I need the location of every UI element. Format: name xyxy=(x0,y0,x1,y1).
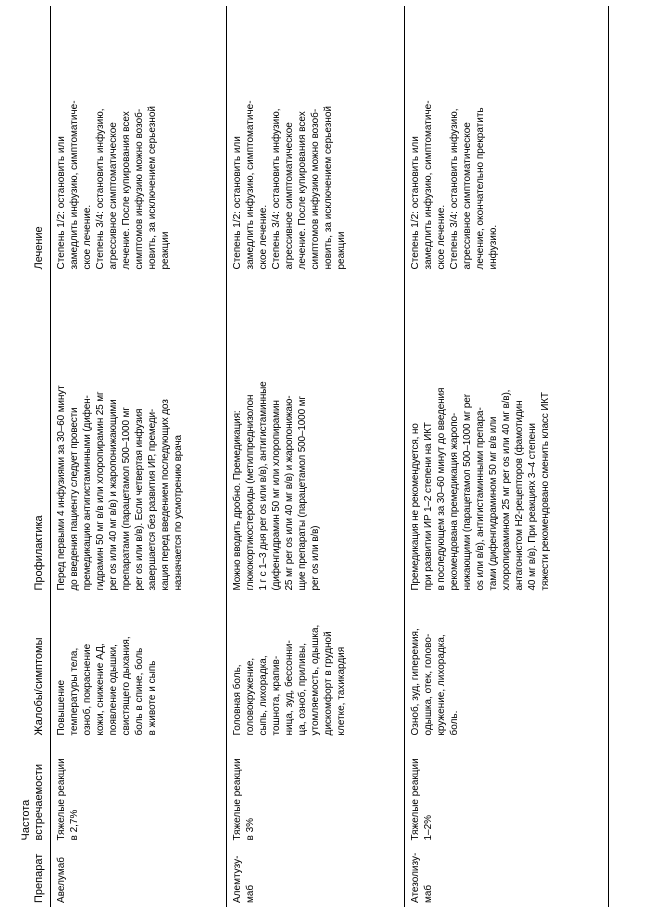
text-line: Степень 1/2: остановить или xyxy=(410,136,421,270)
text-line: ница, зуд, бессонни- xyxy=(284,640,295,736)
text-line: кружение, лихорадка, xyxy=(436,634,447,736)
text-line: замедлить инфузию, симптоматиче- xyxy=(423,100,434,270)
text-line: Премедикация не рекомендуется, но xyxy=(410,423,421,591)
text-line: 1–2% xyxy=(423,814,434,841)
header-row xyxy=(4,6,51,907)
text-line: ца, озноб, приливы, xyxy=(297,642,308,736)
text-line: кожи, снижение АД, xyxy=(95,643,106,736)
text-line: замедлить инфузию, симптоматиче- xyxy=(69,100,80,270)
cell-frequency xyxy=(51,740,227,845)
text-line: Степень 1/2: остановить или xyxy=(56,136,67,270)
cell-frequency xyxy=(405,740,609,845)
text-line: клетке, тахикардия xyxy=(336,646,347,736)
text-line: Степень 3/4: остановить инфузию, xyxy=(271,108,282,270)
text-line: одышка, отек, голово- xyxy=(423,633,434,736)
text-line: ское лечение. xyxy=(258,204,269,270)
text-line: ское лечение. xyxy=(436,204,447,270)
text-line: Частота xyxy=(20,799,32,841)
text-line: свистящего дыхания, xyxy=(121,636,132,736)
text-line: Тяжелые реакции xyxy=(56,758,67,841)
text-line: антагонистом Н2-рецепторов (фамотидин xyxy=(514,400,525,591)
text-line: (дифенгидрамин 50 мг или хлоропирамин xyxy=(271,400,282,591)
text-line: Тяжелые реакции xyxy=(410,758,421,841)
text-line: в 2,7% xyxy=(69,809,80,841)
text-line: Степень 1/2: остановить или xyxy=(232,136,243,270)
cell-prevention xyxy=(227,274,405,595)
text-line: при развитии ИР 1–2 степени на ИКТ xyxy=(423,422,434,591)
text-line: кация перед введением последующих доз xyxy=(160,399,171,591)
text-line: Алемтузу- xyxy=(232,855,243,903)
header-prevention xyxy=(4,274,51,595)
text-line: лечение. После купирования всех xyxy=(297,111,308,270)
text-line: 40 мг в/в). При реакциях 3–4 степени xyxy=(527,423,538,591)
text-line: до введения пациенту следует провести xyxy=(69,407,80,591)
table-row xyxy=(405,6,609,907)
text-line: встречаемости xyxy=(33,764,45,841)
text-line: Головная боль, xyxy=(232,664,243,736)
text-line: инфузию. xyxy=(488,224,499,270)
cell-drug xyxy=(227,845,405,907)
text-line: per os или в/в). Если четвертая инфузия xyxy=(134,408,145,591)
text-line: завершается без развития ИР, премеди- xyxy=(147,408,158,591)
text-line: Лечение xyxy=(33,226,45,270)
text-line: реакции xyxy=(160,231,171,270)
text-line: лечение. После купирования всех xyxy=(121,111,132,270)
text-line: симптомов инфузию можно возоб- xyxy=(310,108,321,270)
text-line: Перед первыми 4 инфузиями за 30–60 минут xyxy=(56,385,67,591)
text-line: премедикацию антигистаминными (дифен- xyxy=(82,395,93,591)
cell-drug xyxy=(405,845,609,907)
infusion-reactions-table xyxy=(4,6,609,907)
cell-symptoms xyxy=(227,595,405,740)
cell-treatment xyxy=(227,6,405,274)
text-line: в последующем за 30–60 минут до введения xyxy=(436,387,447,591)
text-line: Авелумаб xyxy=(56,857,67,903)
text-line: назначается по усмотрению врача xyxy=(173,435,184,591)
text-line: Профилактика xyxy=(33,515,45,591)
text-line: хлоропирамином 25 мг per os или 40 мг в/в), xyxy=(501,389,512,591)
text-line: маб xyxy=(423,884,434,903)
text-line: Препарат xyxy=(33,853,45,903)
text-line: боль в спине, боль xyxy=(134,647,145,736)
text-line: Тяжелые реакции xyxy=(232,758,243,841)
text-line: тошнота, крапив- xyxy=(271,655,282,736)
cell-symptoms xyxy=(51,595,227,740)
text-line: Жалобы/симптомы xyxy=(33,637,45,736)
header-treatment xyxy=(4,6,51,274)
text-line: новить, за исключением серьезной xyxy=(147,106,158,270)
text-line: Степень 3/4: остановить инфузию, xyxy=(449,108,460,270)
cell-prevention xyxy=(405,274,609,595)
cell-treatment xyxy=(405,6,609,274)
text-line: сыпь, лихорадка, xyxy=(258,655,269,736)
table-row xyxy=(51,6,227,907)
text-line: per os или в/в) xyxy=(310,525,321,591)
cell-symptoms xyxy=(405,595,609,740)
text-line: Озноб, зуд, гиперемия, xyxy=(410,628,421,736)
text-line: Атезолизу- xyxy=(410,852,421,903)
text-line: Можно вводить дробно. Премедикация: xyxy=(232,410,243,591)
text-line: Повышение xyxy=(56,679,67,736)
text-line: глюкокортикостероиды (метилпреднизолон xyxy=(245,394,256,591)
cell-drug xyxy=(51,845,227,907)
cell-prevention xyxy=(51,274,227,595)
text-line: нижающими (парацетамол 500–1000 мг per xyxy=(462,394,473,591)
text-line: 25 мг per os или 40 мг в/в) и жаропонижаю- xyxy=(284,395,295,591)
text-line: щие препараты (парацетамол 500–1000 мг xyxy=(297,396,308,591)
text-line: агрессивное симптоматическое xyxy=(108,122,119,270)
text-line: замедлить инфузию, симптоматиче- xyxy=(245,100,256,270)
table-row xyxy=(227,6,405,907)
text-line: головокружение, xyxy=(245,657,256,736)
text-line: в 3% xyxy=(245,817,256,841)
text-line: новить, за исключением серьезной xyxy=(323,106,334,270)
cell-treatment xyxy=(51,6,227,274)
header-symptoms xyxy=(4,595,51,740)
text-line: реакции xyxy=(336,231,347,270)
text-line: препаратами (парацетамол 500–1000 мг xyxy=(121,407,132,591)
text-line: гидрамин 50 мг в/в или хлоропирамин 25 мг xyxy=(95,391,106,591)
text-line: боль. xyxy=(449,710,460,736)
text-line: температуры тела, xyxy=(69,647,80,736)
text-line: os или в/в), антигистаминными препара- xyxy=(475,407,486,591)
text-line: симптомов инфузию можно возоб- xyxy=(134,108,145,270)
text-line: рекомендована премедикация жаропо- xyxy=(449,412,460,591)
header-frequency xyxy=(4,740,51,845)
text-line: Степень 3/4: остановить инфузию, xyxy=(95,108,106,270)
text-line: дискомфорт в грудной xyxy=(323,631,334,736)
header-drug xyxy=(4,845,51,907)
text-line: появление одышки, xyxy=(108,644,119,736)
text-line: агрессивное симптоматическое xyxy=(284,122,295,270)
text-line: маб xyxy=(245,884,256,903)
text-line: в животе и сыпь xyxy=(147,660,158,736)
text-line: лечение, окончательно прекратить xyxy=(475,107,486,270)
text-line: per os или 40 мг в/в) и жаропонижающими xyxy=(108,399,119,591)
text-line: ское лечение. xyxy=(82,204,93,270)
text-line: тами (дифенгидрамином 50 мг в/в или xyxy=(488,416,499,591)
text-line: утомляемость, одышка, xyxy=(310,624,321,736)
cell-frequency xyxy=(227,740,405,845)
text-line: тяжести рекомендовано сменить класс ИКТ xyxy=(540,392,551,591)
text-line: озноб, покраснение xyxy=(82,643,93,736)
text-line: агрессивное симптоматическое xyxy=(462,122,473,270)
text-line: 1 г с 1–3 дня per os или в/в), антигистаминные xyxy=(258,381,269,591)
